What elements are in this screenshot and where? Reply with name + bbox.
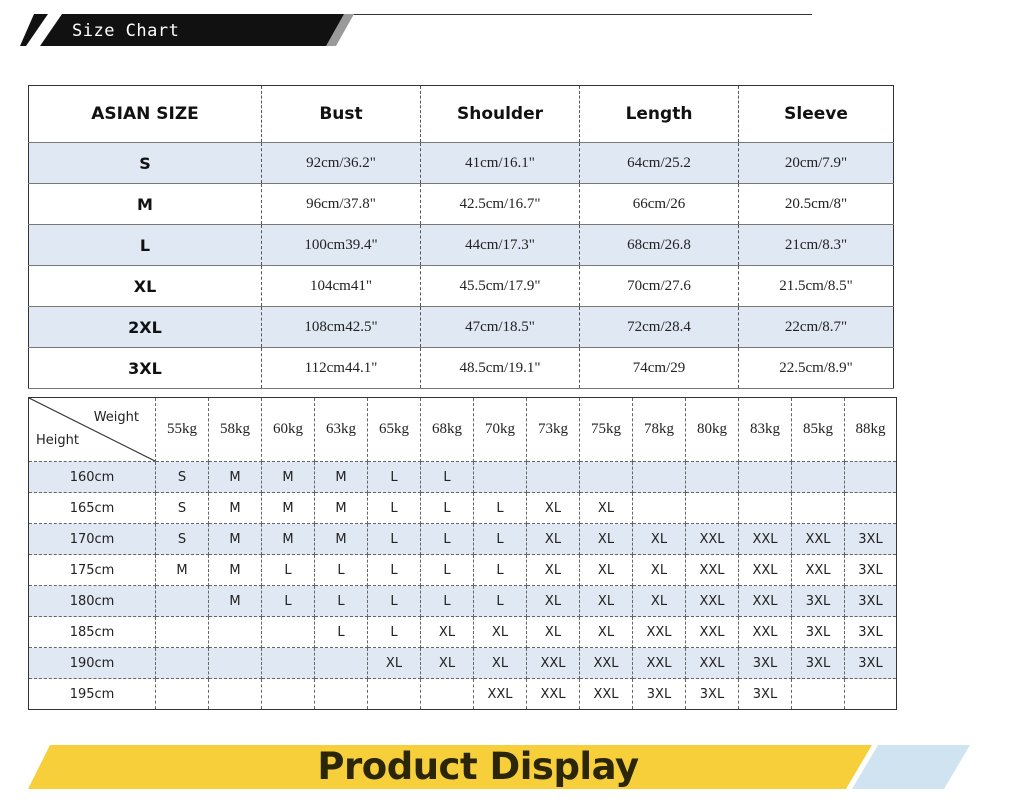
size-recommendation-cell: XXL bbox=[633, 648, 686, 679]
size-row bbox=[29, 307, 894, 348]
size-recommendation-cell: L bbox=[421, 555, 474, 586]
size-recommendation-cell: M bbox=[156, 555, 209, 586]
measurement-cell: 42.5cm/16.7" bbox=[421, 184, 580, 225]
measurement-cell: 64cm/25.2 bbox=[580, 143, 739, 184]
size-recommendation-cell: XL bbox=[421, 617, 474, 648]
size-recommendation-cell bbox=[633, 493, 686, 524]
height-row bbox=[29, 648, 897, 679]
size-recommendation-cell: XL bbox=[580, 617, 633, 648]
header-banner bbox=[20, 14, 353, 46]
height-label: 170cm bbox=[29, 524, 156, 555]
size-recommendation-cell: 3XL bbox=[845, 617, 897, 648]
size-recommendation-cell bbox=[686, 462, 739, 493]
size-recommendation-cell bbox=[209, 679, 262, 710]
size-recommendation-cell: L bbox=[368, 524, 421, 555]
size-recommendation-cell: XL bbox=[580, 555, 633, 586]
size-recommendation-cell: 3XL bbox=[792, 586, 845, 617]
height-axis-label: Height bbox=[36, 433, 79, 448]
size-recommendation-cell: XL bbox=[527, 524, 580, 555]
size-recommendation-cell bbox=[792, 679, 845, 710]
measurement-cell: 70cm/27.6 bbox=[580, 266, 739, 307]
column-header: Shoulder bbox=[421, 86, 580, 143]
size-recommendation-cell: L bbox=[474, 555, 527, 586]
size-recommendation-cell bbox=[739, 493, 792, 524]
size-recommendation-cell: 3XL bbox=[845, 648, 897, 679]
size-recommendation-cell: M bbox=[315, 493, 368, 524]
size-recommendation-cell bbox=[315, 679, 368, 710]
size-recommendation-cell: XXL bbox=[580, 679, 633, 710]
size-recommendation-cell: XL bbox=[580, 493, 633, 524]
size-recommendation-cell: M bbox=[315, 524, 368, 555]
size-recommendation-cell: S bbox=[156, 462, 209, 493]
size-recommendation-cell: 3XL bbox=[845, 555, 897, 586]
weight-header: 75kg bbox=[580, 398, 633, 462]
size-recommendation-cell: L bbox=[315, 586, 368, 617]
size-row bbox=[29, 266, 894, 307]
size-recommendation-cell: XL bbox=[368, 648, 421, 679]
size-recommendation-cell: XXL bbox=[792, 555, 845, 586]
size-recommendation-cell bbox=[156, 679, 209, 710]
height-label: 190cm bbox=[29, 648, 156, 679]
column-header: Length bbox=[580, 86, 739, 143]
measurement-cell: 48.5cm/19.1" bbox=[421, 348, 580, 389]
height-row bbox=[29, 555, 897, 586]
size-recommendation-cell: XXL bbox=[792, 524, 845, 555]
size-recommendation-cell: S bbox=[156, 493, 209, 524]
size-recommendation-cell bbox=[156, 617, 209, 648]
measurement-cell: 22cm/8.7" bbox=[739, 307, 894, 348]
measurement-cell: 47cm/18.5" bbox=[421, 307, 580, 348]
size-recommendation-cell: XL bbox=[527, 617, 580, 648]
size-recommendation-cell: L bbox=[368, 617, 421, 648]
header-rule bbox=[352, 14, 812, 15]
size-recommendation-cell: L bbox=[474, 493, 527, 524]
column-header: ASIAN SIZE bbox=[29, 86, 262, 143]
size-recommendation-cell bbox=[739, 462, 792, 493]
size-recommendation-cell: 3XL bbox=[739, 648, 792, 679]
size-recommendation-cell bbox=[845, 679, 897, 710]
weight-header: 73kg bbox=[527, 398, 580, 462]
measurement-cell: 104cm41" bbox=[262, 266, 421, 307]
measurement-cell: 20cm/7.9" bbox=[739, 143, 894, 184]
measurement-cell: 74cm/29 bbox=[580, 348, 739, 389]
measurement-cell: 45.5cm/17.9" bbox=[421, 266, 580, 307]
size-recommendation-cell bbox=[315, 648, 368, 679]
size-recommendation-cell: L bbox=[315, 617, 368, 648]
size-recommendation-cell bbox=[156, 648, 209, 679]
measurement-cell: 20.5cm/8" bbox=[739, 184, 894, 225]
size-recommendation-cell: L bbox=[368, 462, 421, 493]
weight-header-row bbox=[29, 398, 897, 462]
column-header: Bust bbox=[262, 86, 421, 143]
height-label: 195cm bbox=[29, 679, 156, 710]
measurement-cell: 41cm/16.1" bbox=[421, 143, 580, 184]
size-recommendation-cell: L bbox=[315, 555, 368, 586]
size-recommendation-cell: XXL bbox=[580, 648, 633, 679]
size-recommendation-cell bbox=[845, 493, 897, 524]
measurement-cell: 108cm42.5" bbox=[262, 307, 421, 348]
size-recommendation-cell bbox=[527, 462, 580, 493]
weight-header: 70kg bbox=[474, 398, 527, 462]
size-recommendation-cell bbox=[209, 648, 262, 679]
size-recommendation-cell: XL bbox=[421, 648, 474, 679]
size-recommendation-cell: M bbox=[209, 493, 262, 524]
size-recommendation-cell: XXL bbox=[686, 617, 739, 648]
measurement-cell: 96cm/37.8" bbox=[262, 184, 421, 225]
size-recommendation-cell: L bbox=[368, 555, 421, 586]
size-recommendation-cell: XL bbox=[474, 648, 527, 679]
size-recommendation-cell bbox=[792, 462, 845, 493]
size-recommendation-cell: 3XL bbox=[633, 679, 686, 710]
weight-height-size-table bbox=[28, 397, 897, 710]
size-recommendation-cell: XL bbox=[527, 586, 580, 617]
size-recommendation-cell: XL bbox=[633, 524, 686, 555]
size-label: M bbox=[29, 184, 262, 225]
weight-header: 78kg bbox=[633, 398, 686, 462]
size-label: L bbox=[29, 225, 262, 266]
size-recommendation-cell: XL bbox=[633, 555, 686, 586]
size-label: 3XL bbox=[29, 348, 262, 389]
size-recommendation-cell: XL bbox=[527, 555, 580, 586]
size-label: XL bbox=[29, 266, 262, 307]
size-label: 2XL bbox=[29, 307, 262, 348]
measurement-cell: 21.5cm/8.5" bbox=[739, 266, 894, 307]
measurement-cell: 68cm/26.8 bbox=[580, 225, 739, 266]
height-row bbox=[29, 617, 897, 648]
size-table-header-row bbox=[29, 86, 894, 143]
measurement-cell: 100cm39.4" bbox=[262, 225, 421, 266]
height-row bbox=[29, 586, 897, 617]
size-recommendation-cell bbox=[633, 462, 686, 493]
size-recommendation-cell: XXL bbox=[633, 617, 686, 648]
measurement-cell: 22.5cm/8.9" bbox=[739, 348, 894, 389]
size-recommendation-cell: XXL bbox=[739, 586, 792, 617]
size-recommendation-cell: 3XL bbox=[792, 617, 845, 648]
size-recommendation-cell: XXL bbox=[474, 679, 527, 710]
size-recommendation-cell: L bbox=[368, 493, 421, 524]
height-label: 185cm bbox=[29, 617, 156, 648]
column-header: Sleeve bbox=[739, 86, 894, 143]
size-recommendation-cell bbox=[262, 648, 315, 679]
height-label: 160cm bbox=[29, 462, 156, 493]
weight-header: 85kg bbox=[792, 398, 845, 462]
size-recommendation-cell: 3XL bbox=[739, 679, 792, 710]
size-recommendation-cell: XL bbox=[580, 524, 633, 555]
weight-header: 58kg bbox=[209, 398, 262, 462]
size-recommendation-cell: M bbox=[315, 462, 368, 493]
height-row bbox=[29, 679, 897, 710]
size-recommendation-cell: M bbox=[262, 493, 315, 524]
size-recommendation-cell bbox=[262, 679, 315, 710]
size-measurement-table bbox=[28, 85, 894, 389]
size-recommendation-cell bbox=[156, 586, 209, 617]
size-recommendation-cell: M bbox=[209, 586, 262, 617]
size-recommendation-cell bbox=[845, 462, 897, 493]
size-recommendation-cell: XXL bbox=[739, 617, 792, 648]
size-recommendation-cell: XXL bbox=[686, 586, 739, 617]
size-recommendation-cell: M bbox=[209, 462, 262, 493]
size-recommendation-cell: XXL bbox=[739, 524, 792, 555]
size-recommendation-cell: 3XL bbox=[792, 648, 845, 679]
size-recommendation-cell: L bbox=[368, 586, 421, 617]
height-label: 180cm bbox=[29, 586, 156, 617]
size-recommendation-cell: XXL bbox=[527, 648, 580, 679]
weight-header: 60kg bbox=[262, 398, 315, 462]
size-recommendation-cell bbox=[686, 493, 739, 524]
measurement-cell: 21cm/8.3" bbox=[739, 225, 894, 266]
size-recommendation-cell: 3XL bbox=[845, 586, 897, 617]
weight-header: 63kg bbox=[315, 398, 368, 462]
size-recommendation-cell: M bbox=[262, 462, 315, 493]
size-label: S bbox=[29, 143, 262, 184]
size-recommendation-cell: XXL bbox=[527, 679, 580, 710]
measurement-cell: 44cm/17.3" bbox=[421, 225, 580, 266]
size-recommendation-cell: XXL bbox=[686, 648, 739, 679]
size-recommendation-cell: L bbox=[421, 462, 474, 493]
size-recommendation-cell: L bbox=[262, 586, 315, 617]
size-recommendation-cell: L bbox=[474, 586, 527, 617]
measurement-cell: 112cm44.1" bbox=[262, 348, 421, 389]
diagonal-divider bbox=[29, 398, 155, 461]
size-recommendation-cell: XL bbox=[633, 586, 686, 617]
size-recommendation-cell: M bbox=[209, 555, 262, 586]
size-recommendation-cell: M bbox=[209, 524, 262, 555]
size-recommendation-cell bbox=[262, 617, 315, 648]
size-row bbox=[29, 348, 894, 389]
height-row bbox=[29, 462, 897, 493]
size-recommendation-cell: L bbox=[474, 524, 527, 555]
size-recommendation-cell: L bbox=[421, 493, 474, 524]
size-recommendation-cell bbox=[474, 462, 527, 493]
size-recommendation-cell: S bbox=[156, 524, 209, 555]
weight-header: 55kg bbox=[156, 398, 209, 462]
size-recommendation-cell: 3XL bbox=[686, 679, 739, 710]
size-recommendation-cell: L bbox=[262, 555, 315, 586]
weight-header: 68kg bbox=[421, 398, 474, 462]
page-title: Size Chart bbox=[72, 21, 180, 41]
size-recommendation-cell: XL bbox=[580, 586, 633, 617]
size-recommendation-cell: XL bbox=[474, 617, 527, 648]
height-row bbox=[29, 493, 897, 524]
size-recommendation-cell: M bbox=[262, 524, 315, 555]
size-recommendation-cell bbox=[580, 462, 633, 493]
height-label: 165cm bbox=[29, 493, 156, 524]
weight-axis-label: Weight bbox=[93, 410, 139, 425]
size-recommendation-cell bbox=[368, 679, 421, 710]
size-row bbox=[29, 184, 894, 225]
size-row bbox=[29, 143, 894, 184]
measurement-cell: 66cm/26 bbox=[580, 184, 739, 225]
height-row bbox=[29, 524, 897, 555]
weight-header: 80kg bbox=[686, 398, 739, 462]
weight-header: 83kg bbox=[739, 398, 792, 462]
measurement-cell: 72cm/28.4 bbox=[580, 307, 739, 348]
size-recommendation-cell bbox=[792, 493, 845, 524]
weight-header: 65kg bbox=[368, 398, 421, 462]
measurement-cell: 92cm/36.2" bbox=[262, 143, 421, 184]
size-recommendation-cell: L bbox=[421, 586, 474, 617]
size-recommendation-cell bbox=[209, 617, 262, 648]
size-recommendation-cell bbox=[421, 679, 474, 710]
section-title: Product Display bbox=[317, 745, 639, 788]
size-recommendation-cell: XXL bbox=[739, 555, 792, 586]
weight-header: 88kg bbox=[845, 398, 897, 462]
size-recommendation-cell: XXL bbox=[686, 555, 739, 586]
height-label: 175cm bbox=[29, 555, 156, 586]
size-recommendation-cell: 3XL bbox=[845, 524, 897, 555]
size-recommendation-cell: L bbox=[421, 524, 474, 555]
size-row bbox=[29, 225, 894, 266]
size-recommendation-cell: XL bbox=[527, 493, 580, 524]
corner-cell bbox=[29, 398, 156, 462]
size-recommendation-cell: XXL bbox=[686, 524, 739, 555]
